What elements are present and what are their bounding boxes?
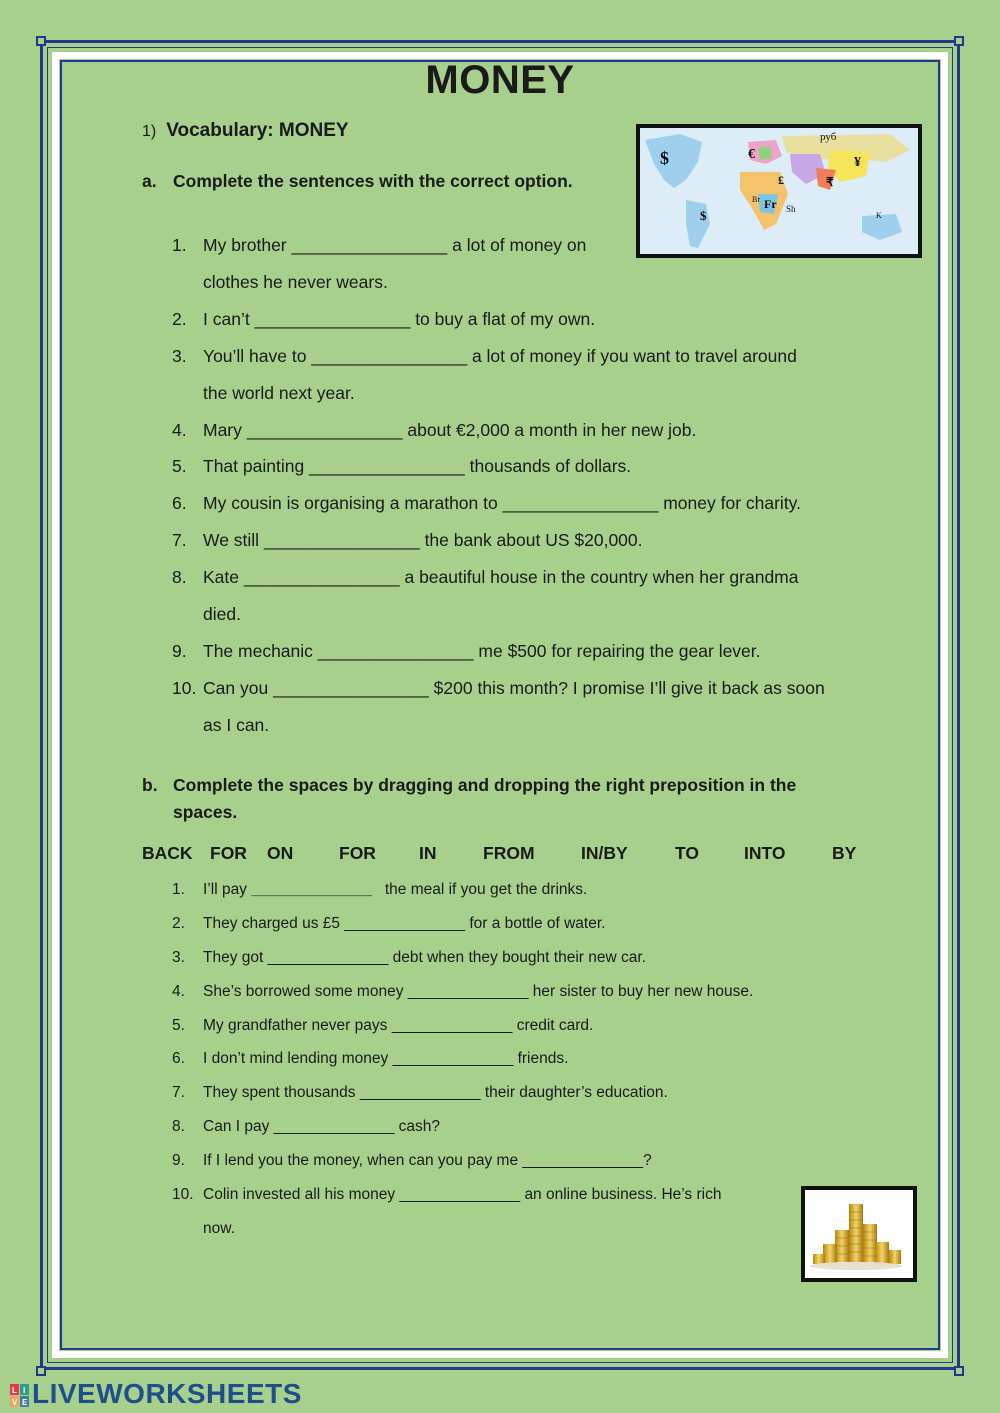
border-corner bbox=[36, 1366, 46, 1376]
svg-text:I: I bbox=[23, 1385, 26, 1395]
part-a-item-continuation: the world next year. bbox=[203, 383, 355, 403]
word-bank-item[interactable]: ON bbox=[267, 843, 294, 863]
answer-blank[interactable]: ________________ bbox=[263, 530, 420, 550]
svg-text:L: L bbox=[12, 1385, 18, 1395]
part-a-item: 5. That painting ________________ thousands of dollars. bbox=[172, 456, 632, 476]
answer-blank[interactable]: ______________ bbox=[522, 1152, 644, 1169]
word-bank-item[interactable]: IN bbox=[419, 843, 437, 863]
answer-blank[interactable]: ______________ bbox=[392, 1050, 514, 1067]
svg-text:₹: ₹ bbox=[826, 175, 834, 189]
part-a-item: 9. The mechanic ________________ me $500 for repairing the gear lever. bbox=[172, 641, 761, 661]
word-bank-item[interactable]: TO bbox=[675, 843, 699, 863]
answer-blank[interactable]: ________________ bbox=[243, 567, 400, 587]
answer-blank[interactable]: ________________ bbox=[246, 420, 403, 440]
svg-text:$: $ bbox=[660, 148, 669, 168]
answer-blank[interactable]: ________________ bbox=[502, 493, 659, 513]
part-a-instruction bbox=[142, 168, 573, 195]
svg-text:K: K bbox=[876, 211, 882, 220]
answer-blank[interactable]: ______________ bbox=[344, 915, 466, 932]
svg-text:Br: Br bbox=[752, 195, 760, 204]
word-bank-item[interactable]: FOR bbox=[339, 843, 376, 863]
part-b-item: 8. Can I pay ______________ cash? bbox=[172, 1118, 441, 1135]
part-b-item: 1. I’ll pay ______________ the meal if you get the drinks. bbox=[172, 881, 588, 898]
word-bank-item[interactable]: INTO bbox=[744, 843, 786, 863]
svg-text:€: € bbox=[748, 147, 755, 162]
answer-blank[interactable]: ______________ bbox=[359, 1084, 481, 1101]
part-b-item-continuation: now. bbox=[203, 1220, 235, 1237]
border-corner bbox=[954, 36, 964, 46]
svg-text:Fr: Fr bbox=[764, 197, 777, 211]
world-map-icon bbox=[640, 128, 918, 254]
part-b-letter: b. bbox=[142, 775, 158, 795]
part-a-letter: a. bbox=[142, 171, 157, 191]
border-corner bbox=[36, 36, 46, 46]
svg-text:$: $ bbox=[700, 208, 707, 223]
part-b-item: 9. If I lend you the money, when can you pay me ______________? bbox=[172, 1152, 652, 1169]
word-bank-item[interactable]: BY bbox=[832, 843, 857, 863]
part-a-item: 8. Kate ________________ a beautiful house in the country when her grandma bbox=[172, 567, 799, 587]
part-a-item: 1. My brother ________________ a lot of money on bbox=[172, 235, 587, 255]
part-a-item: 2. I can’t ________________ to buy a flat of my own. bbox=[172, 309, 596, 329]
answer-blank[interactable]: ______________ bbox=[407, 983, 529, 1000]
world-currency-map-image bbox=[636, 124, 922, 258]
svg-text:E: E bbox=[22, 1397, 28, 1407]
part-b-item: 10. Colin invested all his money ______________ an online business. He’s rich bbox=[172, 1186, 722, 1203]
logo-text: LIVEWORKSHEETS bbox=[32, 1378, 302, 1409]
part-a-item: 3. You’ll have to ________________ a lot of money if you want to travel around bbox=[172, 346, 797, 366]
word-bank-item[interactable]: IN/BY bbox=[581, 843, 628, 863]
part-b-instruction bbox=[142, 772, 796, 826]
answer-blank[interactable]: ______________ bbox=[399, 1186, 521, 1203]
word-bank-item[interactable]: BACK bbox=[142, 843, 193, 863]
part-b-item: 6. I don’t mind lending money ______________ friends. bbox=[172, 1050, 569, 1067]
section-number: 1) bbox=[142, 123, 157, 140]
answer-blank[interactable]: ______________ bbox=[273, 1118, 395, 1135]
word-bank-item[interactable]: FOR bbox=[210, 843, 247, 863]
svg-text:Sh: Sh bbox=[786, 204, 796, 214]
section-title: Vocabulary: MONEY bbox=[166, 120, 349, 141]
word-bank-item[interactable]: FROM bbox=[483, 843, 535, 863]
part-a-item: 6. My cousin is organising a marathon to ________________ money for charity. bbox=[172, 493, 801, 513]
answer-blank[interactable]: ________________ bbox=[317, 641, 474, 661]
section-heading bbox=[142, 120, 349, 142]
page-title: MONEY bbox=[425, 58, 575, 102]
part-b-item: 2. They charged us £5 ______________ for a bottle of water. bbox=[172, 915, 606, 932]
gold-coins-image bbox=[801, 1186, 917, 1282]
part-b-instruction-text-2: spaces. bbox=[173, 802, 238, 822]
part-a-item-continuation: clothes he never wears. bbox=[203, 272, 388, 292]
part-b-item: 3. They got ______________ debt when they bought their new car. bbox=[172, 949, 646, 966]
part-a-instruction-text: Complete the sentences with the correct option. bbox=[173, 171, 573, 191]
answer-blank[interactable]: ______________ bbox=[267, 949, 389, 966]
part-b-item: 5. My grandfather never pays ______________ credit card. bbox=[172, 1017, 594, 1034]
part-b-item: 4. She’s borrowed some money ______________ her sister to buy her new house. bbox=[172, 983, 754, 1000]
part-a-item: 10. Can you ________________ $200 this month? I promise I’ll give it back as soon bbox=[172, 678, 825, 698]
svg-text:руб: руб bbox=[820, 131, 837, 143]
answer-blank[interactable]: ______________ bbox=[391, 1017, 513, 1034]
liveworksheets-logo bbox=[10, 1378, 302, 1410]
svg-text:£: £ bbox=[778, 173, 784, 187]
answer-blank[interactable]: ______________ bbox=[251, 881, 372, 898]
border-corner bbox=[954, 1366, 964, 1376]
part-a-item: 7. We still ________________ the bank about US $20,000. bbox=[172, 530, 643, 550]
part-a-item-continuation: as I can. bbox=[203, 715, 270, 735]
svg-text:V: V bbox=[12, 1397, 18, 1407]
svg-text:¥: ¥ bbox=[854, 155, 861, 170]
answer-blank[interactable]: ________________ bbox=[291, 235, 448, 255]
answer-blank[interactable]: ________________ bbox=[309, 456, 465, 476]
part-b-item: 7. They spent thousands ______________ their daughter’s education. bbox=[172, 1084, 668, 1101]
liveworksheets-mark-icon bbox=[10, 1384, 30, 1408]
part-b-instruction-text: Complete the spaces by dragging and dropping the right preposition in the bbox=[173, 775, 797, 795]
part-a-item: 4. Mary ________________ about €2,000 a month in her new job. bbox=[172, 420, 697, 440]
answer-blank[interactable]: ________________ bbox=[254, 309, 411, 329]
gold-coin-stacks-icon bbox=[805, 1190, 913, 1278]
answer-blank[interactable]: ________________ bbox=[311, 346, 468, 366]
part-a-item-continuation: died. bbox=[203, 604, 241, 624]
answer-blank[interactable]: ________________ bbox=[273, 678, 429, 698]
